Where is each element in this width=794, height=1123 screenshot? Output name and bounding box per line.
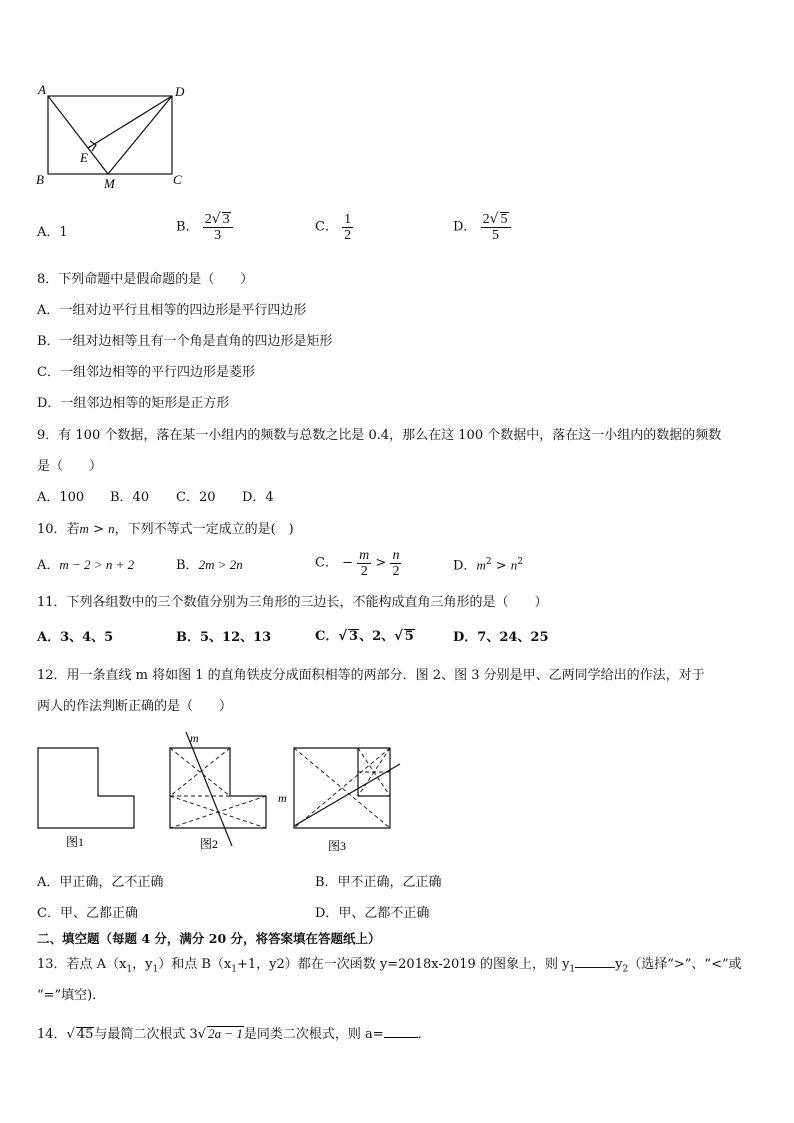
q12-figures <box>30 728 420 858</box>
q9-stem-line1: 9．有 100 个数据，落在某一小组内的频数与总数之比是 0.4，那么在这 100 个数据中，落在这一小组内的数据的频数 <box>37 428 722 443</box>
q11-option-d: D．7、24、25 <box>453 630 549 645</box>
q11-option-a: A．3、4、5 <box>37 630 114 645</box>
q10-c-fraction-right: $\frac{n}{2}$ <box>392 548 400 579</box>
q7-option-a: A．1 <box>37 225 68 240</box>
q10-c-fraction-left: $\frac{m}{2}$ <box>359 548 370 579</box>
q12-option-c: C．甲、乙都正确 <box>37 906 138 921</box>
q7-b-fraction: $\frac{2√ 3}{3}$ <box>203 212 233 243</box>
q14-answer-blank[interactable] <box>384 1037 418 1038</box>
point-e-label: E <box>80 150 88 165</box>
q12-option-a: A．甲正确，乙不正确 <box>37 875 164 890</box>
vertex-d-label: D <box>175 84 185 99</box>
q13-answer-blank[interactable] <box>575 967 615 968</box>
q9-option-c: C．20 <box>176 490 216 505</box>
q12-option-d: D．甲、乙都不正确 <box>315 906 430 921</box>
q10-option-c: C． − $\frac{m}{2}$ > $\frac{n}{2}$ <box>315 548 400 579</box>
q7-option-b: B． $\frac{2√ 3}{3}$ <box>176 212 233 243</box>
fig1-caption: 图1 <box>66 835 85 849</box>
q7-rectangle-figure <box>30 80 200 192</box>
point-m-label: M <box>104 176 115 191</box>
q9-stem-line2: 是（ ） <box>37 459 103 474</box>
q8-option-a: A．一组对边平行且相等的四边形是平行四边形 <box>37 303 307 318</box>
q10-option-a: A．m − 2 > n + 2 <box>37 557 135 573</box>
q9-option-d: D．4 <box>242 490 274 505</box>
q7-d-fraction: $\frac{2√ 5}{5}$ <box>481 212 511 243</box>
q8-stem: 8．下列命题中是假命题的是（ ） <box>37 272 254 287</box>
q7-option-d: D． $\frac{2√ 5}{5}$ <box>453 212 511 243</box>
q7-option-c: C． $\frac{1}{2}$ <box>315 212 352 243</box>
fig3-m-label: m <box>278 791 287 805</box>
section2-title: 二、填空题（每题 4 分，满分 20 分，将答案填在答题纸上） <box>37 931 381 946</box>
q12-option-b: B．甲不正确，乙正确 <box>315 875 442 890</box>
q8-option-d: D．一组邻边相等的矩形是正方形 <box>37 396 230 411</box>
fig3-caption: 图3 <box>328 839 347 853</box>
fig1-l-shape <box>38 748 134 828</box>
fig2-caption: 图2 <box>200 837 219 851</box>
q9-option-b: B．40 <box>110 490 150 505</box>
fig2-l-shape <box>170 748 266 828</box>
q12-stem-line2: 两人的作法判断正确的是（ ） <box>37 699 233 714</box>
q10-option-d: D．$m^2 > n^2$ <box>453 557 523 574</box>
fig2-m-label: m <box>190 731 199 745</box>
q10-stem: 10．若m > n，下列不等式一定成立的是( ) <box>37 521 294 537</box>
vertex-a-label: A <box>38 82 46 97</box>
q13-line2: “=”填空)． <box>37 988 106 1003</box>
fig2-line-m <box>186 732 232 846</box>
q14-line: 14．√ 45与最简二次根式 3√ 2a − 1是同类二次根式，则 a= ． <box>37 1026 431 1042</box>
q12-stem-line1: 12．用一条直线 m 将如图 1 的直角铁皮分成面积相等的两部分．图 2、图 3 分别是甲、乙两同学给出的作法，对于 <box>37 668 705 683</box>
q8-option-c: C．一组邻边相等的平行四边形是菱形 <box>37 365 255 380</box>
fig3-line-m <box>294 764 400 826</box>
q11-stem: 11．下列各组数中的三个数值分别为三角形的三边长，不能构成直角三角形的是（ ） <box>37 595 548 610</box>
vertex-b-label: B <box>36 172 44 187</box>
q8-option-b: B．一组对边相等且有一个角是直角的四边形是矩形 <box>37 334 333 349</box>
q7-c-fraction: $\frac{1}{2}$ <box>344 212 352 243</box>
q10-option-b: B．2m > 2n <box>176 557 243 573</box>
q13-line1: 13．若点 $A(x_1$，$y_1$）和点 $B(x_1+1$，y2）都在一次函数 y=2018x-2019 的图象上，则 $y_1$ $y_2$（选择“>”、“<”或 <box>37 957 742 975</box>
vertex-c-label: C <box>173 172 182 187</box>
q11-option-b: B．5、12、13 <box>176 630 272 645</box>
q9-option-a: A．100 <box>37 490 85 505</box>
q11-option-c: C．√ 3、2、√ 5 <box>315 629 414 644</box>
